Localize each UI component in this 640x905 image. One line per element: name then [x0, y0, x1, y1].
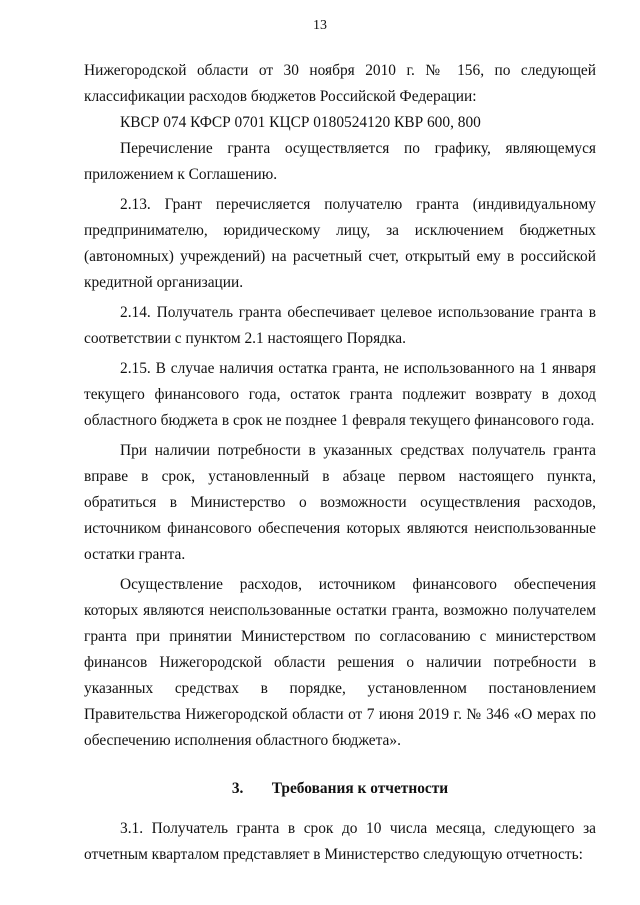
paragraph-2-14: 2.14. Получатель гранта обеспечивает целевое использование гранта в соответствии с пунктом 2.1 настоящего Порядка.: [84, 304, 596, 347]
paragraph-2-13: 2.13. Грант перечисляется получателю гранта (индивидуальному предпринимателю, юридическому лицу, за исключением бюджетных (автономных) учреждений) на расчетный счет, открытый ему в российской кредитной организации.: [84, 196, 596, 291]
paragraph-transfer-schedule: Перечисление гранта осуществляется по графику, являющемуся приложением к Соглашению.: [84, 140, 596, 183]
section-title: Требования к отчетности: [271, 780, 449, 797]
section-number: 3.: [231, 780, 244, 797]
paragraph-need: При наличии потребности в указанных средствах получатель гранта вправе в срок, установленный в абзаце первом настоящего пункта, обратиться в Министерство о возможности осуществления расходов, источником финансового обеспечения которых являются неиспользованные остатки гранта.: [84, 442, 596, 563]
paragraph-3-1: 3.1. Получатель гранта в срок до 10 числа месяца, следующего за отчетным кварталом представляет в Министерство следующую отчетность:: [84, 820, 596, 863]
paragraph-budget-codes: КВСР 074 КФСР 0701 КЦСР 0180524120 КВР 600, 800: [120, 114, 481, 131]
paragraph-expenses: Осуществление расходов, источником финансового обеспечения которых являются неиспользованные остатки гранта, возможно получателем гранта при принятии Министерством по согласованию с министерством финансов Нижегородской области решения о наличии потребности в указанных средствах в порядке, установленном постановлением Правительства Нижегородской области от 7 июня 2019 г. № 346 «О мерах по обеспечению исполнения областного бюджета».: [84, 576, 596, 749]
page-number: 13: [313, 18, 327, 33]
paragraph-2-15: 2.15. В случае наличия остатка гранта, не использованного на 1 января текущего финансового года, остаток гранта подлежит возврату в доход областного бюджета в срок не позднее 1 февраля текущего финансового года.: [84, 360, 596, 429]
document-body: [84, 58, 596, 868]
section-heading: [84, 776, 596, 802]
paragraph-continuation: Нижегородской области от 30 ноября 2010 г. № 156, по следующей классификации расходов бюджетов Российской Федерации:: [84, 62, 596, 105]
